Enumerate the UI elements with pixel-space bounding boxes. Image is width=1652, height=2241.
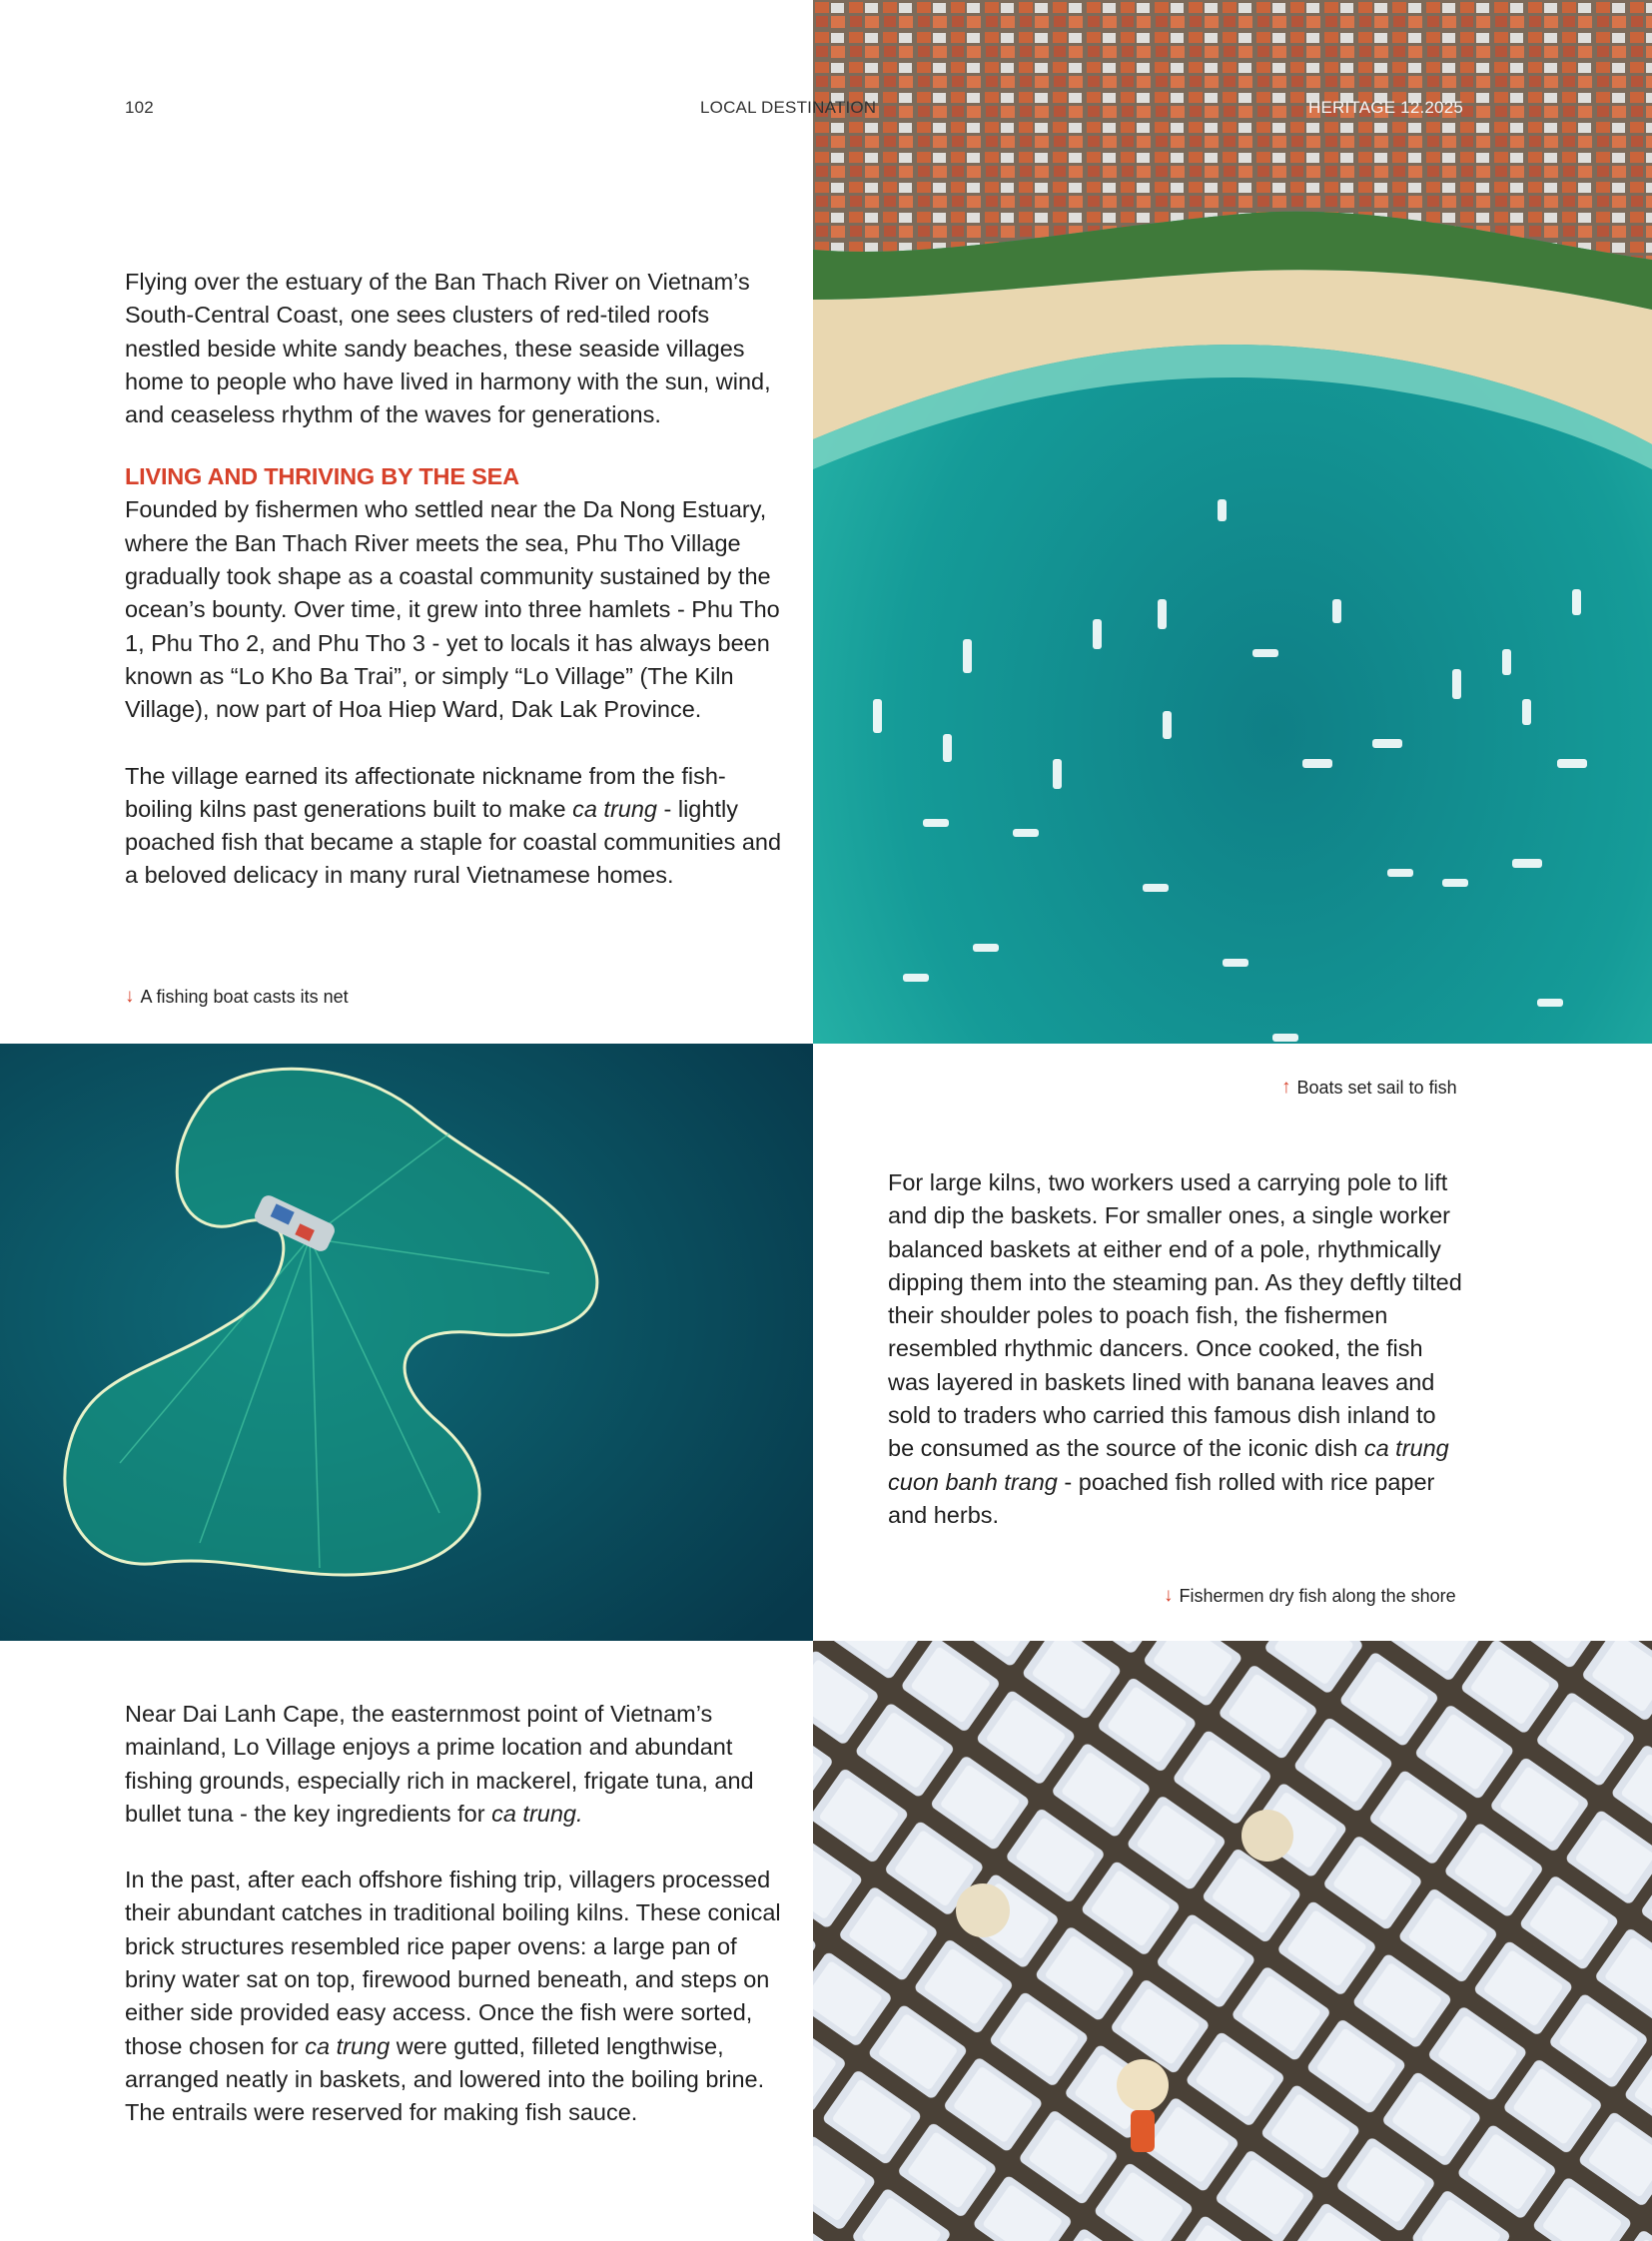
- article-column-top-left: [125, 266, 784, 926]
- section-label: LOCAL DESTINATION: [700, 98, 877, 117]
- caption-dry-fish: ↓ Fishermen dry fish along the shore: [1164, 1585, 1456, 1606]
- arrow-up-icon: ↑: [1281, 1077, 1291, 1098]
- issue-label: HERITAGE 12.2025: [1308, 98, 1464, 117]
- section-heading: LIVING AND THRIVING BY THE SEA: [125, 463, 519, 490]
- arrow-down-icon: ↓: [1164, 1585, 1174, 1606]
- article-column-middle-right: [888, 1166, 1462, 1565]
- section3-paragraph-2: In the past, after each offshore fishing trip, villagers processed their abundant catches in traditional boiling kilns. These conical brick structures resembled rice paper ovens: a large pan of briny water sat on top, firewood burned beneath, and steps on either side provided easy access. Once the fish were sorted, those chosen for ca trung were gutted, filleted lengthwise, arranged neatly in baskets, and lowered into the boiling brine. The entrails were reserved for making fish sauce.: [125, 1867, 781, 2126]
- arrow-down-icon: ↓: [125, 986, 135, 1007]
- section2-paragraph: For large kilns, two workers used a carrying pole to lift and dip the baskets. For smaller ones, a single worker balanced baskets at either end of a pole, rhythmically dipping them into the steaming pan. As they deftly tilted their shoulder poles to poach fish, the fishermen resembled rhythmic dancers. Once cooked, the fish was layered in baskets lined with banana leaves and sold to traders who carried this famous dish inland to be consumed as the source of the iconic dish ca trung cuon banh trang - poached fish rolled with rice paper and herbs.: [888, 1169, 1462, 1528]
- article-column-bottom-left: [125, 1698, 784, 2163]
- photo-fishing-net: [0, 1044, 813, 1641]
- photo-boats-aerial: [813, 0, 1652, 1044]
- section1-paragraph-2: The village earned its affectionate nickname from the fish-boiling kilns past generations built to make ca trung - lightly poached fish that became a staple for coastal communities and a beloved delicacy in many rural Vietnamese homes.: [125, 762, 782, 889]
- page-number: 102: [125, 98, 154, 117]
- section1-paragraph-1: Founded by fishermen who settled near the Da Nong Estuary, where the Ban Thach River meets the sea, Phu Tho Village gradually took shape as a coastal community sustained by the ocean’s bounty. Over time, it grew into three hamlets - Phu Tho 1, Phu Tho 2, and Phu Tho 3 - yet to locals it has always been known as “Lo Kho Ba Trai”, or simply “Lo Village” (The Kiln Village), now part of Hoa Hiep Ward, Dak Lak Province.: [125, 496, 780, 723]
- intro-paragraph: Flying over the estuary of the Ban Thach River on Vietnam’s South-Central Coast, one sees clusters of red-tiled roofs nestled beside white sandy beaches, these seaside villages home to people who have lived in harmony with the sun, wind, and ceaseless rhythm of the waves for generations.: [125, 269, 771, 428]
- section3-paragraph-1: Near Dai Lanh Cape, the easternmost point of Vietnam’s mainland, Lo Village enjoys a prime location and abundant fishing grounds, especially rich in mackerel, frigate tuna, and bullet tuna - the key ingredients for ca trung.: [125, 1701, 754, 1827]
- caption-boats: ↑ Boats set sail to fish: [1281, 1077, 1457, 1098]
- photo-drying-fish: [813, 1641, 1652, 2241]
- caption-net: ↓ A fishing boat casts its net: [125, 986, 349, 1007]
